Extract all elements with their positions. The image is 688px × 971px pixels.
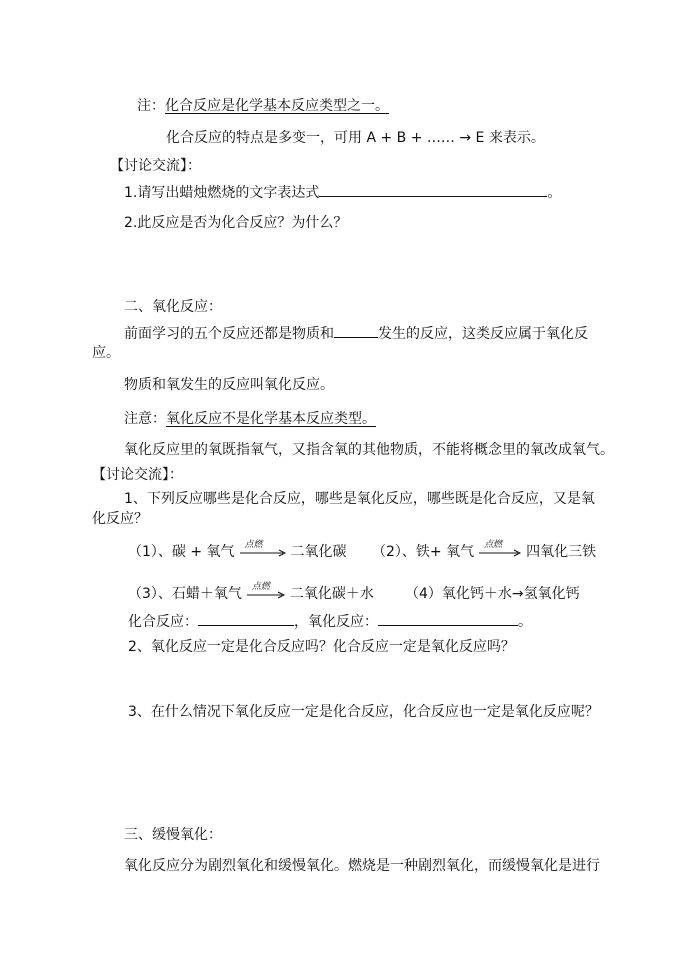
reaction-1-product: 二氧化碳 [290, 544, 347, 560]
combination-feature: 化合反应的特点是多变一，可用 A + B + …… → E 来表示。 [166, 130, 545, 146]
oxidation-answer-label: ，氧化反应： [294, 614, 378, 630]
ignition-arrow-icon [239, 540, 287, 560]
reaction-2 [372, 542, 596, 562]
condition-label: 点燃 [251, 582, 270, 592]
fill-blank[interactable] [334, 323, 378, 338]
section-2-heading: 二、氧化反应： [124, 299, 222, 315]
condition-label: 点燃 [484, 540, 503, 550]
reaction-4: （4）氧化钙＋水→氢氧化钙 [405, 586, 580, 602]
answer-blank[interactable] [319, 182, 547, 197]
discussion-q1-line1: 1、下列反应哪些是化合反应，哪些是氧化反应，哪些既是化合反应，又是氧 [124, 491, 595, 507]
oxidation-definition: 物质和氧发生的反应叫氧化反应。 [124, 377, 334, 393]
reaction-3 [128, 584, 374, 604]
note-prefix-2: 注意： [124, 411, 166, 427]
discussion-heading-2: 【讨论交流】： [92, 467, 183, 483]
oxidation-answer-blank[interactable] [378, 611, 518, 626]
note-prefix: 注： [137, 98, 165, 114]
discussion-heading-1: 【讨论交流】： [110, 158, 201, 174]
reaction-1 [128, 542, 347, 562]
section-2-para-line1 [124, 323, 588, 344]
note-text: 化合反应是化学基本反应类型之一。 [165, 98, 389, 114]
note-combination [137, 96, 389, 116]
question-1-text: 1.请写出蜡烛燃烧的文字表达式 [124, 185, 320, 201]
condition-label: 点燃 [244, 540, 263, 550]
oxidation-note [124, 409, 376, 429]
answer-line [128, 611, 532, 632]
discussion-q3: 3、在什么情况下氧化反应一定是化合反应，化合反应也一定是氧化反应呢？ [128, 704, 599, 720]
section-2-para-line2: 应。 [92, 345, 120, 361]
para-text-b: 发生的反应，这类反应属于氧化反 [378, 326, 588, 342]
reaction-2-product: 四氧化三铁 [526, 544, 597, 560]
ignition-arrow-icon [478, 540, 522, 560]
oxygen-note: 氧化反应里的氧既指氧气，又指含氧的其他物质，不能将概念里的氧改成氧气。 [124, 442, 614, 458]
combination-answer-blank[interactable] [198, 611, 294, 626]
answer-end: 。 [518, 614, 532, 630]
question-1-end: 。 [547, 185, 562, 201]
discussion-q1-line2: 化反应？ [92, 511, 148, 527]
reaction-2-reactants: （2）、铁+ 氧气 [372, 544, 475, 560]
question-2: 2.此反应是否为化合反应？为什么？ [124, 215, 348, 231]
note-text-2: 氧化反应不是化学基本反应类型。 [166, 411, 376, 427]
combination-answer-label: 化合反应： [128, 614, 198, 630]
reaction-3-reactants: （3）、石蜡＋氧气 [128, 586, 242, 602]
reaction-3-product: 二氧化碳＋水 [289, 586, 374, 602]
reaction-1-reactants: （1）、碳 + 氧气 [128, 544, 235, 560]
para-text-a: 前面学习的五个反应还都是物质和 [124, 326, 334, 342]
discussion-q2: 2、氧化反应一定是化合反应吗？化合反应一定是氧化反应吗？ [128, 639, 515, 655]
ignition-arrow-icon [246, 582, 286, 602]
section-3-heading: 三、缓慢氧化： [124, 827, 222, 843]
question-1 [124, 182, 561, 203]
section-3-para: 氧化反应分为剧烈氧化和缓慢氧化。燃烧是一种剧烈氧化，而缓慢氧化是进行 [124, 858, 600, 874]
